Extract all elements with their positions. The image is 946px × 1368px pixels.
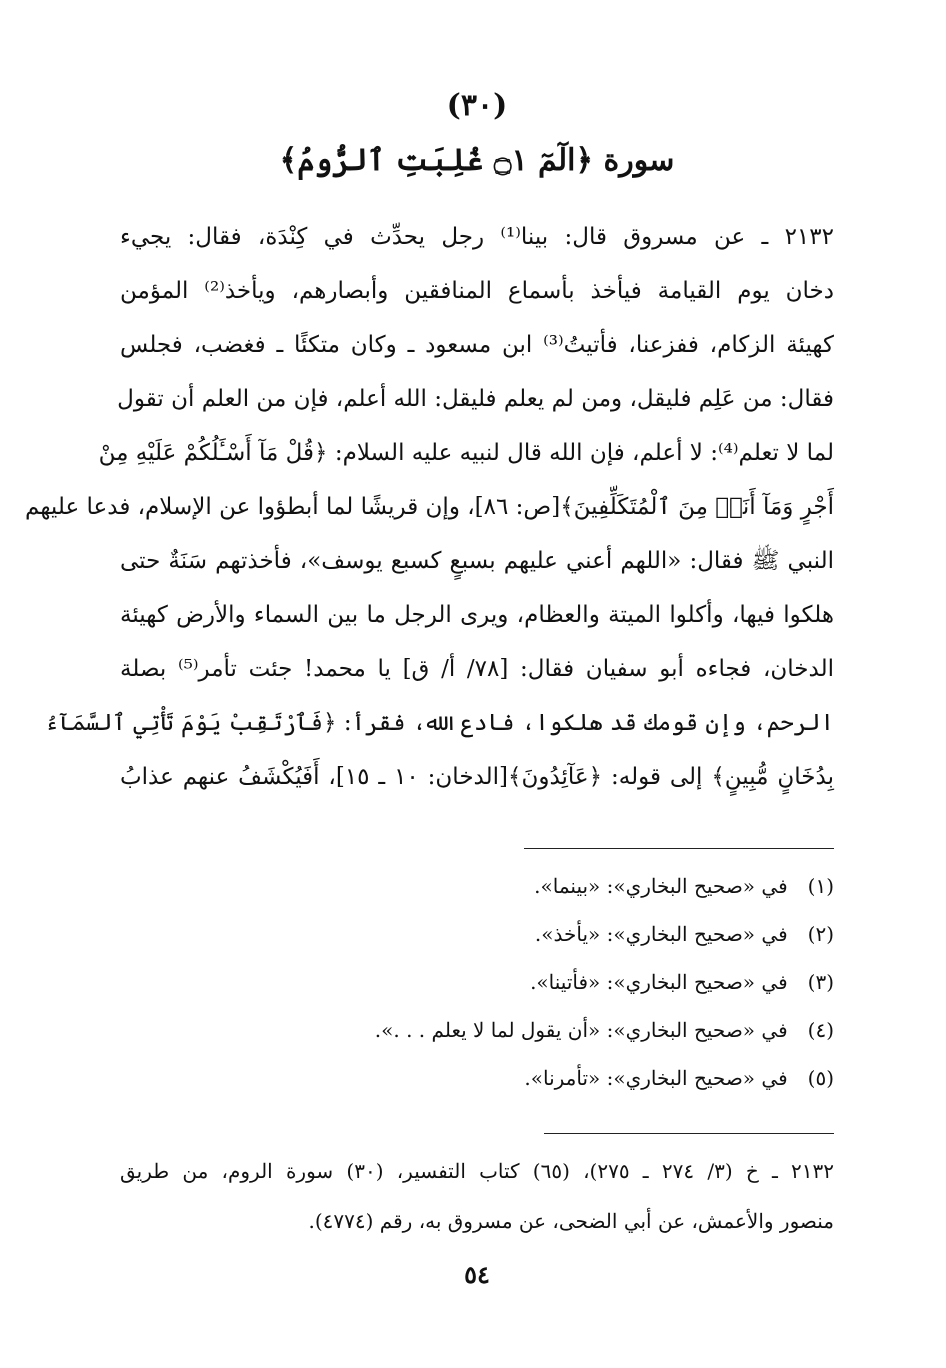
footnote-number: (٥) [807,1066,834,1090]
footnote-number: (٢) [807,922,834,946]
hadith-line: بِدُخَانٍ مُّبِينٍ﴾ إلى قوله: ﴿عَآئِدُونَ﴾[الدخان: ١٠ ـ ١٥]، أَفَيُكْشَفُ عنهم عذابُ [120,764,834,790]
hadith-text [25,210,834,804]
footnote-divider [524,848,834,849]
hadith-line: كهيئة الزكام، ففزعنا، فأتيتُ⁽³⁾ ابن مسعود ـ وكان متكئًا ـ فغضب، فجلس [120,332,834,358]
chapter-number: (٣٠) [446,88,508,123]
footnote-item [120,862,834,910]
hadith-line: أَجْرٍ وَمَآ أَنَا۠ مِنَ ٱلْمُتَكَلِّفِينَ﴾[ص: ٨٦]، وإن قريشًا لما أبطؤوا عن الإسلام، فدعا عليهم [25,494,834,520]
source-reference [120,1146,834,1246]
footnote-number: (٣) [807,970,834,994]
footnote-text: في «صحيح البخاري»: «يأخذ». [534,922,788,946]
footnote-item [120,958,834,1006]
footnote-number: (٤) [807,1018,834,1042]
hadith-line: الرحم، وإن قومك قد هلكوا، فادع الله، فقرأ: ﴿فَٱرْتَقِبْ يَوْمَ تَأْتِي ٱلسَّمَآءُ [45,710,834,736]
source-divider [544,1133,834,1134]
footnote-item [120,1054,834,1102]
footnote-text: في «صحيح البخاري»: «فأتينا». [530,970,788,994]
footnote-number: (١) [807,874,834,898]
hadith-line: النبي ﷺ فقال: «اللهم أعني عليهم بسبعٍ كسبع يوسف»، فأخذتهم سَنَةٌ حتى [120,548,834,574]
hadith-line: فقال: من عَلِم فليقل، ومن لم يعلم فليقل: الله أعلم، فإن من العلم أن تقول [117,386,834,412]
hadith-line: هلكوا فيها، وأكلوا الميتة والعظام، ويرى الرجل ما بين السماء والأرض كهيئة [120,602,834,628]
hadith-line: لما لا تعلم⁽⁴⁾: لا أعلم، فإن الله قال لنبيه عليه السلام: ﴿قُلْ مَآ أَسْـَٔلُكُمْ عَلَيْهِ مِنْ [98,440,834,466]
hadith-line: دخان يوم القيامة فيأخذ بأسماع المنافقين وأبصارهم، ويأخذ⁽²⁾ المؤمن [120,278,834,304]
page-number: ٥٤ [464,1260,490,1289]
footnote-text: في «صحيح البخاري»: «تأمرنا». [524,1066,788,1090]
source-line: ٢١٣٢ ـ خ (٣/ ٢٧٤ ـ ٢٧٥)، (٦٥) كتاب التفسير، (٣٠) سورة الروم، من طريق [120,1159,835,1183]
hadith-line: الدخان، فجاءه أبو سفيان فقال: [٧٨/ أ/ ق] يا محمد! جئت تأمر⁽⁵⁾ بصلة [120,656,834,682]
footnote-item [120,1006,834,1054]
source-line: منصور والأعمش، عن أبي الضحى، عن مسروق به، رقم (٤٧٧٤). [308,1209,834,1233]
hadith-line: ٢١٣٢ ـ عن مسروق قال: بينا⁽¹⁾ رجل يحدِّث في كِنْدَة، فقال: يجيء [120,224,834,250]
footnote-text: في «صحيح البخاري»: «بينما». [534,874,788,898]
book-page [25,0,835,1368]
footnote-text: في «صحيح البخاري»: «أن يقول لما لا يعلم . . .». [374,1018,788,1042]
surah-title: سورة ﴿الٓمٓ ۝١ غُلِبَتِ ٱلرُّومُ﴾ [279,143,675,178]
footnote-item [120,910,834,958]
footnotes [120,862,834,1102]
